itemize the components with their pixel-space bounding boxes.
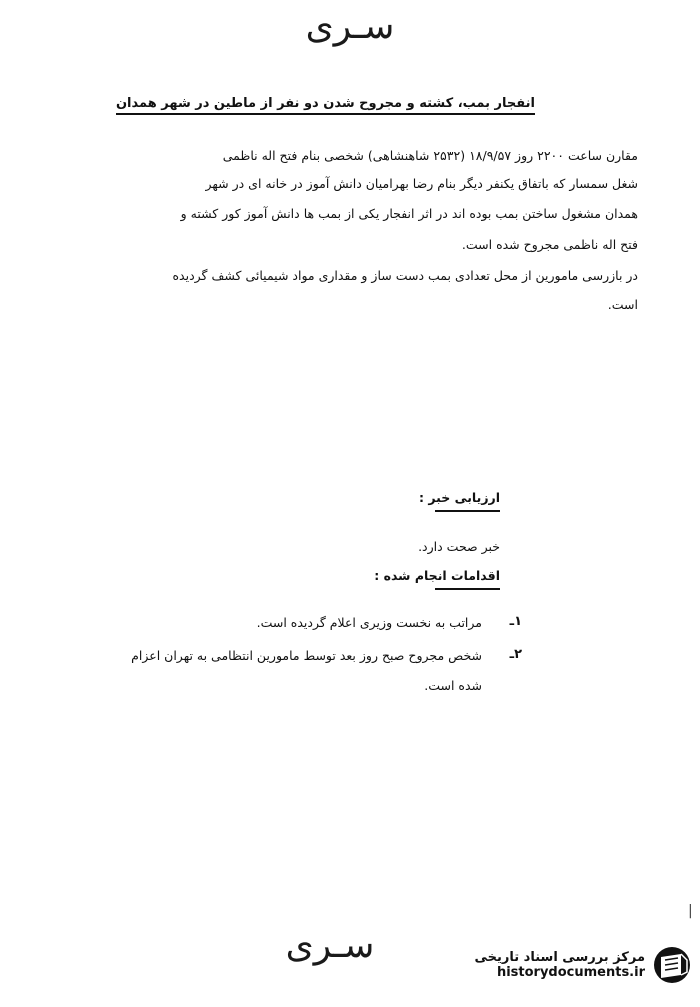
action-number: ۱ـ <box>509 614 522 629</box>
body-line: همدان مشغول ساختن بمب بوده اند در اثر انفجار یکی از بمب ها دانش آموز کور کشته و <box>180 206 638 221</box>
action-number: ۲ـ <box>509 647 522 662</box>
document-subject: انفجار بمب، کشته و مجروح شدن دو نفر از ماطین در شهر همدان <box>116 96 535 115</box>
heading-underline <box>435 510 500 512</box>
archive-watermark <box>418 940 693 990</box>
website-url: historydocuments.ir <box>496 965 645 980</box>
body-line: مقارن ساعت ۲۲۰۰ روز ۱۸/۹/۵۷ (۲۵۳۲ شاهنشاهی) شخصی بنام فتح اله ناظمی <box>222 148 638 163</box>
body-line: فتح اله ناظمی مجروح شده است. <box>461 237 638 252</box>
heading-underline <box>435 588 500 590</box>
body-line: است. <box>607 297 638 312</box>
margin-mark: | <box>688 903 693 919</box>
evaluation-text: خبر صحت دارد. <box>418 539 500 554</box>
action-item-text: شخص مجروح صبح روز بعد توسط مامورین انتظامی به تهران اعزام <box>131 648 482 663</box>
actions-label: اقدامات انجام شده : <box>374 568 500 583</box>
action-item-text: مراتب به نخست وزیری اعلام گردیده است. <box>256 615 482 630</box>
archive-logo-icon <box>651 942 693 988</box>
evaluation-label: ارزیابی خبر : <box>419 490 500 505</box>
center-name: مرکز بررسی اسناد تاریخی <box>474 950 645 965</box>
body-line: در بازرسی مامورین از محل تعدادی بمب دست ساز و مقداری مواد شیمیائی کشف گردیده <box>172 268 638 283</box>
body-line: شغل سمسار که باتفاق یکنفر دیگر بنام رضا بهرامیان دانش آموز در خانه ای در شهر <box>205 176 638 191</box>
classification-footer: سـرى <box>285 925 375 966</box>
action-item-continuation: شده است. <box>424 678 482 693</box>
classification-header: سـرى <box>305 6 395 47</box>
